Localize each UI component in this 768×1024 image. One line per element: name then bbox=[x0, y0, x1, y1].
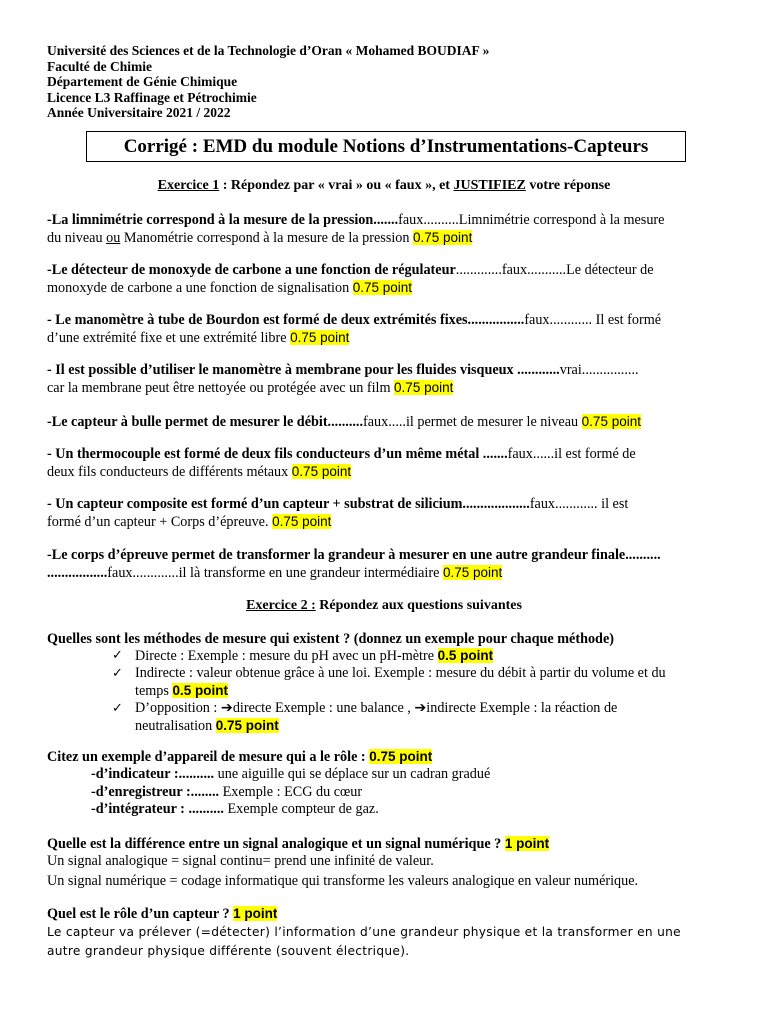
ex2-q3-text: Quelle est la différence entre un signal analogique et un signal numérique ? bbox=[47, 836, 505, 852]
bullet-opposition-direct: directe Exemple : une balance , bbox=[232, 700, 415, 716]
ex1-item-7-answer-2: formé d’un capteur + Corps d’épreuve. bbox=[47, 514, 273, 530]
ex1-item-8-answer: faux.............il là transforme en une grandeur intermédiaire bbox=[107, 565, 443, 581]
exercise-2-label: Exercice 2 : bbox=[246, 598, 316, 613]
ex2-q4-text: Quel est le rôle d’un capteur ? bbox=[47, 906, 234, 922]
ex1-item-7 bbox=[47, 496, 722, 531]
header-licence: Licence L3 Raffinage et Pétrochimie bbox=[47, 89, 257, 105]
ex2-q4-answer-2: autre grandeur physique différente (souvent électrique). bbox=[47, 944, 410, 958]
ex1-item-7-answer: faux............ il est bbox=[529, 496, 629, 512]
ex1-item-3-answer: faux............ Il est formé bbox=[524, 312, 662, 328]
ex1-item-1-or: ou bbox=[106, 230, 121, 246]
ex2-q1-bullet-list bbox=[112, 647, 722, 735]
ex1-item-1-answer-2a: du niveau bbox=[47, 230, 107, 246]
ex1-item-3-points: 0.75 point bbox=[290, 330, 350, 345]
check-mark-icon: ✓ bbox=[112, 648, 123, 663]
right-arrow-icon: ➔ bbox=[414, 700, 427, 716]
bullet-indirect bbox=[112, 665, 722, 700]
ex2-q1-question bbox=[47, 631, 722, 648]
ex1-item-3-question: - Le manomètre à tube de Bourdon est formé de deux extrémités fixes................ bbox=[47, 312, 525, 328]
ex1-item-6 bbox=[47, 446, 722, 481]
exercise-2-instruction: Répondez aux questions suivantes bbox=[315, 598, 522, 613]
ex1-item-4-question: - Il est possible d’utiliser le manomètre à membrane pour les fluides visqueux ............ bbox=[47, 362, 560, 378]
ex1-item-6-answer-2: deux fils conducteurs de différents métaux bbox=[47, 464, 292, 480]
ex1-item-8-points: 0.75 point bbox=[442, 565, 503, 580]
ex1-item-2-answer-2: monoxyde de carbone a une fonction de signalisation bbox=[47, 280, 353, 296]
ex2-q1-text: Quelles sont les méthodes de mesure qui existent ? (donnez un exemple pour chaque méthode) bbox=[47, 631, 614, 647]
ex1-item-1 bbox=[47, 212, 722, 247]
ex2-q2-text: Citez un exemple d’appareil de mesure qui a le rôle : bbox=[47, 749, 370, 765]
bullet-direct-points: 0.5 point bbox=[437, 648, 494, 663]
ex1-item-6-answer: faux......il est formé de bbox=[507, 446, 636, 462]
role-integrator-label: -d’intégrateur : .......... bbox=[91, 801, 224, 817]
ex1-item-1-points: 0.75 point bbox=[413, 230, 473, 245]
ex1-item-2-points: 0.75 point bbox=[352, 280, 413, 295]
ex1-item-2-answer: .............faux...........Le détecteur de bbox=[455, 262, 654, 278]
ex1-item-7-points: 0.75 point bbox=[272, 514, 332, 529]
ex1-item-8-question: -Le corps d’épreuve permet de transformer la grandeur à mesurer en une autre grandeur finale.......... bbox=[47, 547, 661, 563]
ex1-item-4-answer-2: car la membrane peut être nettoyée ou protégée avec un film bbox=[47, 380, 395, 396]
exercise-1-instruction-b: votre réponse bbox=[525, 178, 611, 193]
role-integrator-answer: Exemple compteur de gaz. bbox=[223, 801, 379, 817]
ex1-item-1-answer-2b: Manométrie correspond à la mesure de la pression bbox=[120, 230, 414, 246]
ex2-q4-points: 1 point bbox=[233, 906, 278, 921]
ex1-item-3-answer-2: d’une extrémité fixe et une extrémité libre bbox=[47, 330, 291, 346]
ex1-item-3 bbox=[47, 312, 722, 347]
ex1-item-5 bbox=[47, 413, 722, 431]
ex2-q2-role-indicator bbox=[91, 766, 490, 783]
ex2-q2-role-recorder bbox=[91, 784, 362, 801]
ex1-item-5-answer: faux.....il permet de mesurer le niveau bbox=[363, 414, 582, 430]
ex2-q2-points: 0.75 point bbox=[369, 749, 433, 764]
ex2-q4 bbox=[47, 905, 722, 961]
check-mark-icon: ✓ bbox=[112, 701, 123, 716]
ex1-item-8-question-2: ................. bbox=[47, 565, 108, 581]
ex2-q3-answer-2: Un signal numérique = codage informatique qui transforme les valeurs analogique en valeur numérique. bbox=[47, 873, 639, 889]
ex1-item-4-points: 0.75 point bbox=[394, 380, 454, 395]
ex1-item-8 bbox=[47, 547, 722, 582]
university-header bbox=[47, 43, 489, 121]
ex1-item-5-question: -Le capteur à bulle permet de mesurer le débit.......... bbox=[47, 414, 364, 430]
ex1-item-2-question: -Le détecteur de monoxyde de carbone a une fonction de régulateur bbox=[47, 262, 456, 278]
role-recorder-label: -d’enregistreur :........ bbox=[91, 784, 220, 800]
bullet-direct bbox=[112, 647, 722, 665]
bullet-opposition bbox=[112, 700, 722, 735]
ex1-item-6-points: 0.75 point bbox=[291, 464, 352, 479]
role-indicator-answer: une aiguille qui se déplace sur un cadran gradué bbox=[214, 766, 491, 782]
bullet-opposition-indirect: indirecte Exemple : la réaction de bbox=[426, 700, 618, 716]
ex2-q3 bbox=[47, 835, 722, 890]
bullet-opposition-label: D’opposition : bbox=[135, 700, 221, 716]
ex1-item-6-question: - Un thermocouple est formé de deux fils conducteurs d’un même métal ....... bbox=[47, 446, 508, 462]
ex1-item-7-question: - Un capteur composite est formé d’un capteur + substrat de silicium................... bbox=[47, 496, 530, 512]
right-arrow-icon: ➔ bbox=[220, 700, 233, 716]
bullet-direct-text: Directe : Exemple : mesure du pH avec un pH-mètre bbox=[135, 648, 438, 664]
bullet-indirect-text-2: temps bbox=[135, 683, 173, 699]
ex1-item-1-answer: faux..........Limnimétrie correspond à la mesure bbox=[398, 212, 665, 228]
ex1-item-4 bbox=[47, 362, 722, 397]
document-title: Corrigé : EMD du module Notions d’Instrumentations-Capteurs bbox=[86, 131, 686, 162]
bullet-indirect-points: 0.5 point bbox=[172, 683, 228, 698]
header-year: Année Universitaire 2021 / 2022 bbox=[47, 105, 231, 120]
ex2-q2-question bbox=[47, 748, 722, 766]
bullet-indirect-text: Indirecte : valeur obtenue grâce à une loi. Exemple : mesure du débit à partir du volume et du bbox=[135, 665, 666, 681]
ex1-item-2 bbox=[47, 262, 722, 297]
header-department: Département de Génie Chimique bbox=[47, 74, 238, 89]
exercise-1-heading bbox=[0, 178, 768, 194]
bullet-opposition-text-2: neutralisation bbox=[135, 718, 216, 734]
ex2-q2-role-integrator bbox=[91, 801, 379, 818]
role-indicator-label: -d’indicateur :.......... bbox=[91, 766, 215, 782]
exercise-2-heading bbox=[0, 598, 768, 614]
ex1-item-1-question: -La limnimétrie correspond à la mesure de la pression....... bbox=[47, 212, 399, 228]
role-recorder-answer: Exemple : ECG du cœur bbox=[219, 784, 363, 800]
header-university: Université des Sciences et de la Technologie d’Oran « Mohamed BOUDIAF » bbox=[47, 43, 490, 58]
exercise-1-instruction-a: : Répondez par « vrai » ou « faux », et bbox=[219, 178, 454, 193]
ex1-item-5-points: 0.75 point bbox=[581, 414, 641, 429]
ex1-item-4-answer: vrai................ bbox=[559, 362, 639, 378]
bullet-opposition-points: 0.75 point bbox=[215, 718, 279, 733]
exercise-1-label: Exercice 1 bbox=[157, 178, 220, 193]
ex2-q3-answer-1: Un signal analogique = signal continu= prend une infinité de valeur. bbox=[47, 853, 434, 869]
ex2-q3-points: 1 point bbox=[504, 836, 550, 851]
exercise-1-instruction-underlined: JUSTIFIEZ bbox=[453, 178, 526, 193]
check-mark-icon: ✓ bbox=[112, 666, 123, 681]
header-faculty: Faculté de Chimie bbox=[47, 58, 152, 74]
ex2-q4-answer-1: Le capteur va prélever (=détecter) l’information d’une grandeur physique et la transformer en une bbox=[47, 925, 681, 939]
